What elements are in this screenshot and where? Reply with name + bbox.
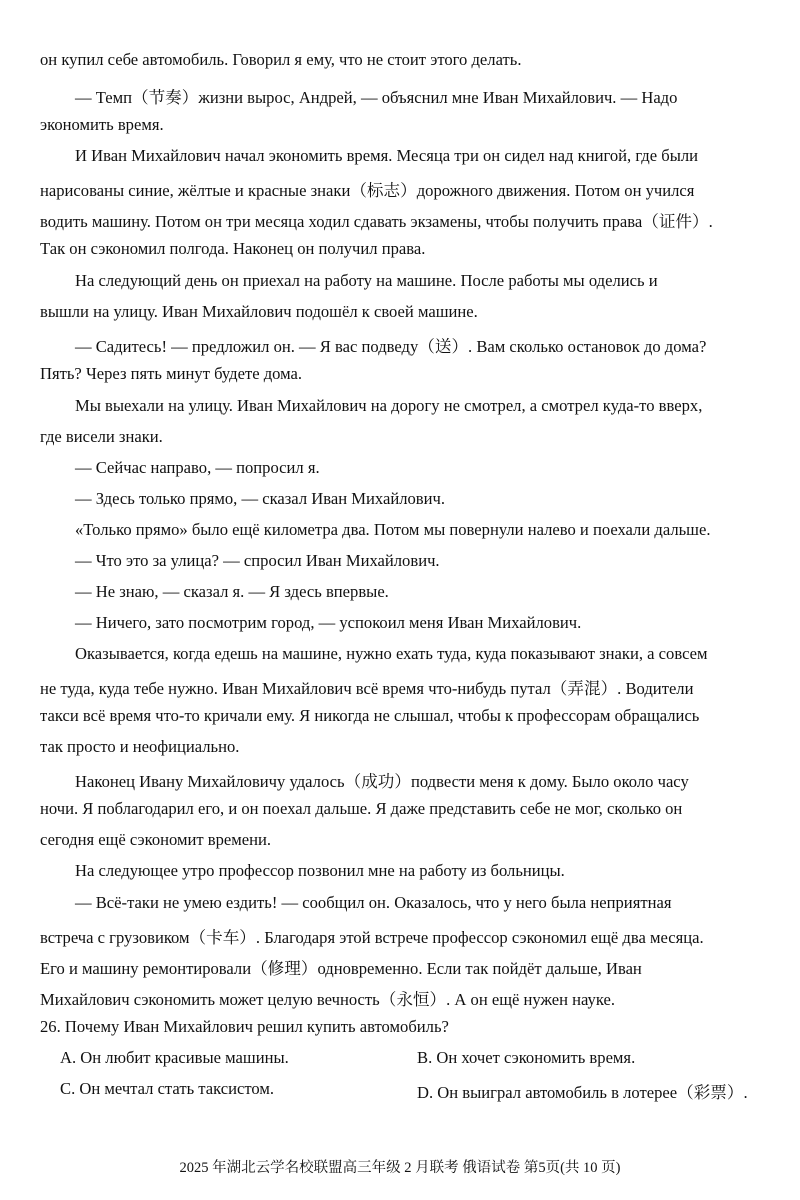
passage-line: И Иван Михайлович начал экономить время. Месяца три он сидел над книгой, где были: [75, 146, 699, 165]
passage-line: — Не знаю, — сказал я. — Я здесь впервые.: [75, 582, 389, 601]
passage-line: экономить время.: [40, 115, 164, 134]
passage-line: Оказывается, когда едешь на машине, нужно ехать туда, куда показывают знаки, а совсем: [75, 644, 708, 663]
passage-line: такси всё время что-то кричали ему. Я никогда не слышал, чтобы к профессорам обращались: [40, 706, 700, 725]
passage-line: водить машину. Потом он три месяца ходил сдавать экзамены, чтобы получить права（证件）.: [40, 212, 713, 231]
option-b: B. Он хочет сэкономить время.: [417, 1048, 636, 1067]
question-text: 26. Почему Иван Михайлович решил купить автомобиль?: [40, 1017, 449, 1036]
passage-line: где висели знаки.: [40, 427, 163, 446]
passage-line: «Только прямо» было ещё километра два. Потом мы повернули налево и поехали дальше.: [75, 520, 711, 539]
passage-line: На следующее утро профессор позвонил мне на работу из больницы.: [75, 861, 565, 880]
passage-line: нарисованы синие, жёлтые и красные знаки（标志）дорожного движения. Потом он учился: [40, 181, 695, 200]
passage-line: Мы выехали на улицу. Иван Михайлович на дорогу не смотрел, а смотрел куда-то вверх,: [75, 396, 703, 415]
passage-line: не туда, куда тебе нужно. Иван Михайлович всё время что-нибудь путал（弄混）. Водители: [40, 679, 694, 698]
option-d: D. Он выиграл автомобиль в лотерее（彩票）.: [417, 1083, 748, 1102]
passage-line: Пять? Через пять минут будете дома.: [40, 364, 303, 383]
passage-line: вышли на улицу. Иван Михайлович подошёл к своей машине.: [40, 302, 478, 321]
passage-line: встреча с грузовиком（卡车）. Благодаря этой встрече профессор сэкономил ещё два месяца.: [40, 928, 704, 947]
passage-line: сегодня ещё сэкономит времени.: [40, 830, 272, 849]
passage-line: Наконец Ивану Михайловичу удалось（成功）подвести меня к дому. Было около часу: [75, 772, 689, 791]
option-a: A. Он любит красивые машины.: [60, 1048, 289, 1067]
passage-line: он купил себе автомобиль. Говорил я ему, что не стоит этого делать.: [40, 50, 522, 69]
passage-line: — Что это за улица? — спросил Иван Михайлович.: [75, 551, 440, 570]
passage-line: — Здесь только прямо, — сказал Иван Михайлович.: [75, 489, 445, 508]
passage-line: Его и машину ремонтировали（修理）одновременно. Если так пойдёт дальше, Иван: [40, 959, 642, 978]
passage-line: На следующий день он приехал на работу на машине. После работы мы оделись и: [75, 271, 658, 290]
passage-line: — Ничего, зато посмотрим город, — успокоил меня Иван Михайлович.: [75, 613, 582, 632]
passage-line: — Сейчас направо, — попросил я.: [75, 458, 320, 477]
page-footer: 2025 年湖北云学名校联盟高三年级 2 月联考 俄语试卷 第5页(共 10 页): [179, 1160, 621, 1176]
passage-line: ночи. Я поблагодарил его, и он поехал дальше. Я даже представить себе не мог, сколько он: [40, 799, 683, 818]
passage-line: — Всё-таки не умею ездить! — сообщил он. Оказалось, что у него была неприятная: [75, 893, 672, 912]
option-c: C. Он мечтал стать таксистом.: [60, 1079, 275, 1098]
passage-line: так просто и неофициально.: [40, 737, 240, 756]
passage-line: Михайлович сэкономить может целую вечность（永恒）. А он ещё нужен науке.: [40, 990, 615, 1009]
passage-line: — Темп（节奏）жизни вырос, Андрей, — объяснил мне Иван Михайлович. — Надо: [75, 88, 678, 107]
passage-line: Так он сэкономил полгода. Наконец он получил права.: [40, 239, 426, 258]
passage-line: — Садитесь! — предложил он. — Я вас подведу（送）. Вам сколько остановок до дома?: [75, 337, 707, 356]
